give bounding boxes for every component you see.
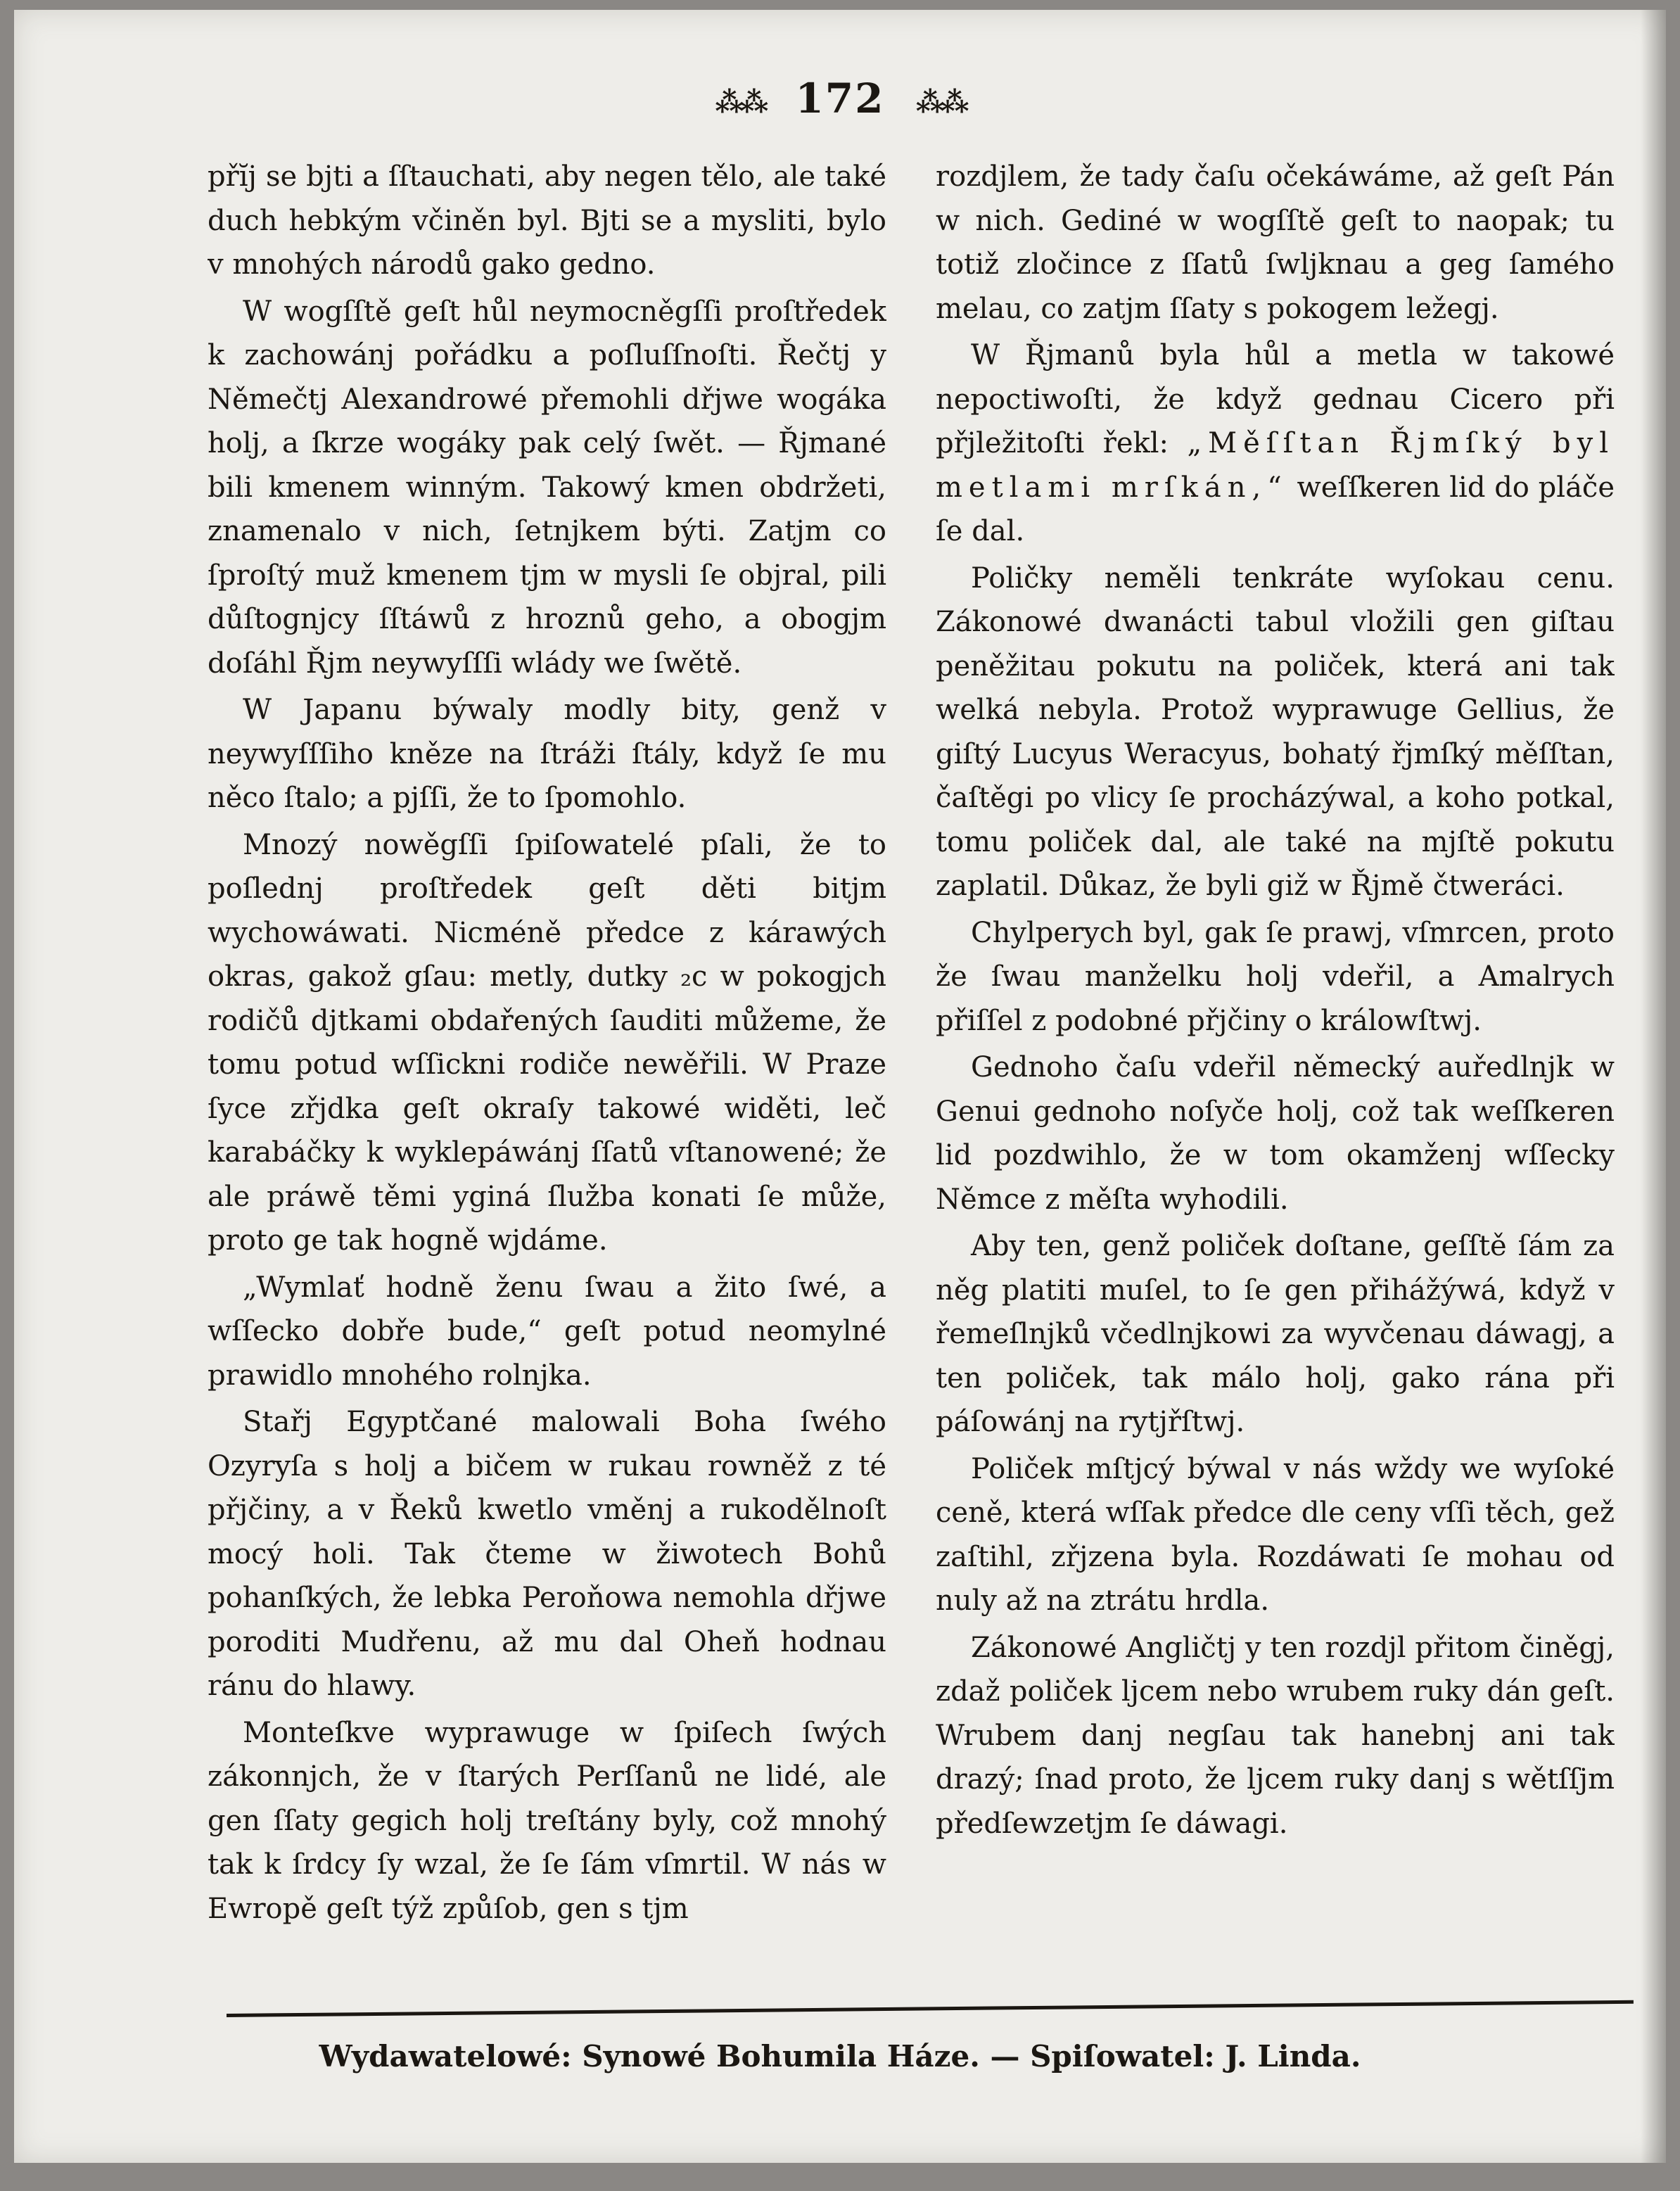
right-column: [936, 155, 1615, 1984]
paragraph: Mnozý nowěgſſi ſpiſowatelé pſali, že to poſlednj proſtředek geſt děti bitjm wychowáwati. Nicméně předce z kárawých okras, gakož gſau: metly, dutky ₂c w pokogjch rodičů djtkami obdařených ſauditi můžeme, že tomu potud wſſickni rodiče newěřili. W Praze ſyce zřjdka geſt okraſy takowé widěti, leč karabáčky k wyklepáwánj ſſatů vſtanowené; že ale práwě těmi yginá ſlužba konati ſe může, proto ge tak hogně wjdáme.: [208, 828, 886, 1257]
paragraph: přĭj se bjti a ſſtauchati, aby negen tělo, ale také duch hebkým včiněn byl. Bjti se a mysliti, bylo v mnohých národů gako gedno.: [208, 160, 886, 281]
page-number: 172: [795, 75, 885, 122]
paragraph: Chylperych byl, gak ſe prawj, vſmrcen, proto že ſwau manželku holj vdeřil, a Amalrych přiſſel z podobné přjčiny o králowſtwj.: [936, 916, 1615, 1037]
paragraph: Aby ten, genž poliček doſtane, geſſtě ſám za něg platiti muſel, to ſe gen přihážýwá, když v řemeſlnjků včedlnjkowi za wyvčenau dáwagj, a ten poliček, tak málo holj, gako rána při páſowánj na rytjřſtwj.: [936, 1230, 1615, 1438]
paragraph: W Japanu býwaly modly bity, genž v neywyſſſiho kněze na ſtráži ſtály, když ſe mu něco ſtalo; a pjſſi, že to ſpomohlo.: [208, 694, 886, 814]
footer-imprint: Wydawatelowé: Synowé Bohumila Háze. — Spiſowatel: J. Linda.: [319, 2039, 1361, 2073]
paragraph-text: weſſkeren lid do pláče ſe dal.: [936, 471, 1615, 547]
paragraph: [936, 334, 1615, 554]
paragraph: Poličky neměli tenkráte wyſokau cenu. Zákonowé dwanácti tabul vložili gen giſtau peněžitau pokutu na poliček, která ani tak welká nebyla. Protož wyprawuge Gellius, že giſtý Lucyus Weracyus, bohatý řjmſký měſſtan, čaſtěgi po vlicy ſe procházýwal, a koho potkal, tomu poliček dal, ale také na mjſtě pokutu zaplatil. Důkaz, že byli giž w Řjmě čtweráci.: [936, 561, 1615, 902]
paragraph: Monteſkve wyprawuge w ſpiſech ſwých zákonnjch, že v ſtarých Perſſanů ne lidé, ale gen ſſaty gegich holj treſtány byly, což mnohý tak k ſrdcy ſy wzal, že ſe ſám vſmrtil. W nás w Ewropě geſt týž způſob, gen s tjm: [208, 1716, 886, 1925]
page-sheet: [14, 10, 1666, 2163]
footer-rule: [227, 2000, 1634, 2017]
paragraph: rozdjlem, že tady čaſu očekáwáme, až geſt Pán w nich. Gediné w wogſſtě geſt to naopak; tu totiž zločince z ſſatů ſwljknau a geg ſamého melau, co zatjm ſſaty s pokogem ležegj.: [936, 160, 1615, 325]
paragraph: „Wymlať hodně ženu ſwau a žito ſwé, a wſſecko dobře bude,“ geſt potud neomylné prawidlo mnohého rolnjka.: [208, 1271, 886, 1392]
ornament-right-icon: ⁂⁂: [915, 85, 965, 119]
spaced-quote: „Měſſtan Řjmſký byl metlami mrſkán,“: [936, 427, 1615, 504]
paragraph: W wogſſtě geſt hůl neymocněgſſi proſtředek k zachowánj pořádku a poſluſſnoſti. Řečtj y Němečtj Alexandrowé přemohli dřjwe wogáka holj, a ſkrze wogáky pak celý ſwět. — Řjmané bili kmenem winným. Takowý kmen obdržeti, znamenalo v nich, ſetnjkem býti. Zatjm co ſproſtý muž kmenem tjm w mysli ſe objral, pili důſtognjcy ſſtáwů z hroznů geho, a obogjm doſáhl Řjm neywyſſſi wlády we ſwětě.: [208, 295, 886, 680]
paragraph-text: W Řjmanů byla hůl a metla w takowé nepoctiwoſti, že když gednau Cicero při přjležitoſti řekl:: [936, 339, 1615, 459]
left-column: [208, 155, 886, 1984]
paragraph: Gednoho čaſu vdeřil německý auředlnjk w Genui gednoho noſyče holj, což tak weſſkeren lid pozdwihlo, že w tom okamženj wſſecky Němce z měſta wyhodili.: [936, 1051, 1615, 1216]
paragraph: Poliček mſtjcý býwal v nás wždy we wyſoké ceně, která wſſak předce dle ceny vſſi těch, gež zaſtihl, zřjzena byla. Rozdáwati ſe mohau od nuly až na ztrátu hrdla.: [936, 1452, 1615, 1617]
ornament-left-icon: ⁂⁂: [715, 85, 765, 119]
page-header: [14, 75, 1666, 122]
paragraph: Stařj Egyptčané malowali Boha ſwého Ozyryſa s holj a bičem w rukau rowněž z té přjčiny, a v Řeků kwetlo vměnj a rukodělnoſt mocý holi. Tak čteme w žiwotech Bohů pohanſkých, že lebka Peroňowa nemohla dřjwe poroditi Mudřenu, až mu dal Oheň hodnau ránu do hlawy.: [208, 1406, 886, 1702]
page-edge-shadow: [1641, 10, 1666, 2163]
paragraph: Zákonowé Angličtj y ten rozdjl přitom činěgj, zdaž poliček ljcem nebo wrubem ruky dán geſt. Wrubem danj negſau tak hanebnj ani tak drazý; ſnad proto, že ljcem ruky danj s wětſſjm předſewzetjm ſe dáwagi.: [936, 1631, 1615, 1840]
